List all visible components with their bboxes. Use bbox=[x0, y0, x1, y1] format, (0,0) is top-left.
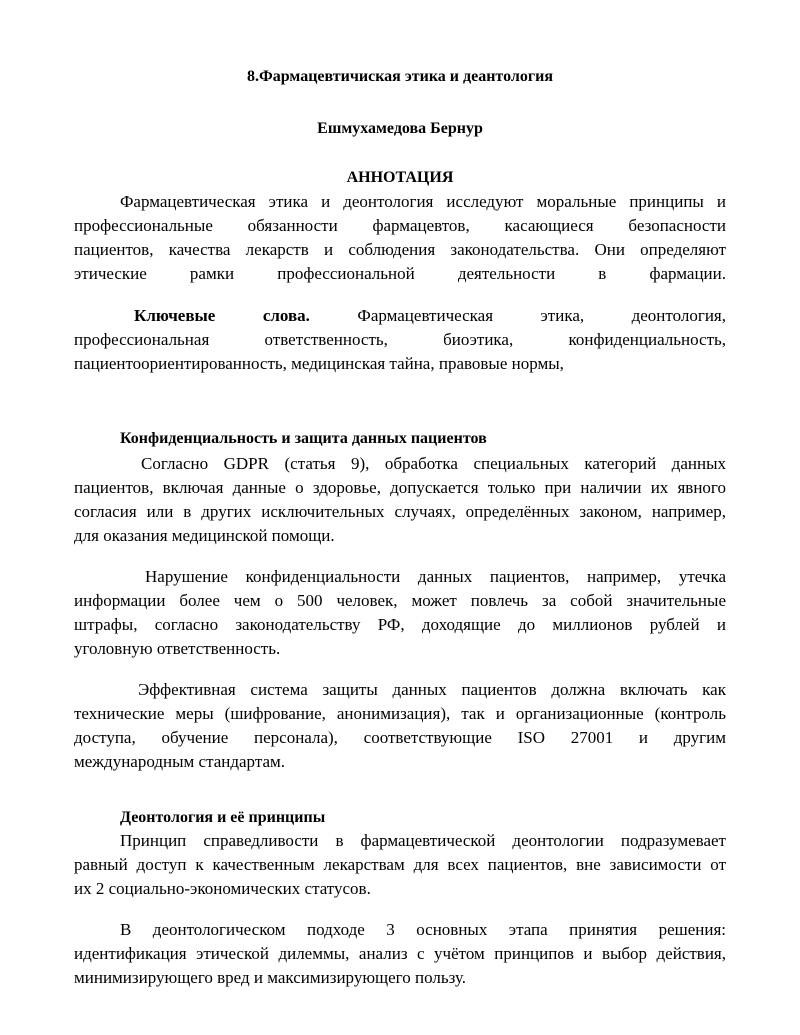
keywords-text: Фармацевтическая этика, деонтология, bbox=[357, 306, 726, 325]
paragraph-line: технические меры (шифрование, анонимизация), так и организационные (контроль bbox=[74, 704, 726, 723]
paragraph-line: равный доступ к качественным лекарствам для всех пациентов, вне зависимости от bbox=[74, 855, 726, 874]
paragraph-line: пациентов, включая данные о здоровье, допускается только при наличии их явного bbox=[74, 478, 726, 497]
paragraph-line: В деонтологическом подходе 3 основных этапа принятия решения: bbox=[120, 920, 726, 939]
paragraph-line: уголовную ответственность. bbox=[74, 639, 281, 658]
paragraph-line: информации более чем о 500 человек, может повлечь за собой значительные bbox=[74, 591, 726, 610]
paragraph-line: Эффективная система защиты данных пациентов должна включать как bbox=[138, 680, 726, 699]
section-heading-deontology: Деонтология и её принципы bbox=[120, 809, 326, 826]
author-name: Ешмухамедова Бернур bbox=[317, 120, 483, 137]
paragraph-line: Принцип справедливости в фармацевтической деонтологии подразумевает bbox=[120, 831, 726, 850]
paragraph-line: Нарушение конфиденциальности данных пациентов, например, утечка bbox=[145, 567, 726, 586]
annotation-heading: АННОТАЦИЯ bbox=[346, 169, 454, 186]
paragraph-line: доступа, обучение персонала), соответствующие ISO 27001 и другим bbox=[74, 728, 726, 747]
paragraph-line: их 2 социально-экономических статусов. bbox=[74, 879, 371, 898]
keywords-line bbox=[134, 306, 726, 326]
annotation-line: пациентов, качества лекарств и соблюдения законодательства. Они определяют bbox=[74, 240, 726, 259]
section-heading-confidentiality: Конфиденциальность и защита данных пациентов bbox=[120, 430, 487, 447]
annotation-line: Фармацевтическая этика и деонтология исследуют моральные принципы и bbox=[120, 192, 726, 211]
paragraph-line: Согласно GDPR (статья 9), обработка специальных категорий данных bbox=[141, 454, 726, 473]
annotation-line: этические рамки профессиональной деятельности в фармации. bbox=[74, 264, 726, 283]
paragraph-line: международным стандартам. bbox=[74, 752, 286, 771]
keywords-line: профессиональная ответственность, биоэтика, конфиденциальность, bbox=[74, 330, 726, 349]
paragraph-line: согласия или в других исключительных случаях, определённых законом, например, bbox=[74, 502, 726, 521]
keywords-label: Ключевые слова. bbox=[134, 306, 310, 325]
annotation-line: профессиональные обязанности фармацевтов, касающиеся безопасности bbox=[74, 216, 726, 235]
paragraph-line: минимизирующего вред и максимизирующего пользу. bbox=[74, 968, 466, 987]
paragraph-line: для оказания медицинской помощи. bbox=[74, 526, 335, 545]
paragraph-line: штрафы, согласно законодательству РФ, доходящие до миллионов рублей и bbox=[74, 615, 726, 634]
document-title: 8.Фармацевтичиская этика и деантология bbox=[247, 68, 553, 85]
keywords-line: пациентоориентированность, медицинская тайна, правовые нормы, bbox=[74, 354, 564, 373]
paragraph-line: идентификация этической дилеммы, анализ с учётом принципов и выбор действия, bbox=[74, 944, 726, 963]
